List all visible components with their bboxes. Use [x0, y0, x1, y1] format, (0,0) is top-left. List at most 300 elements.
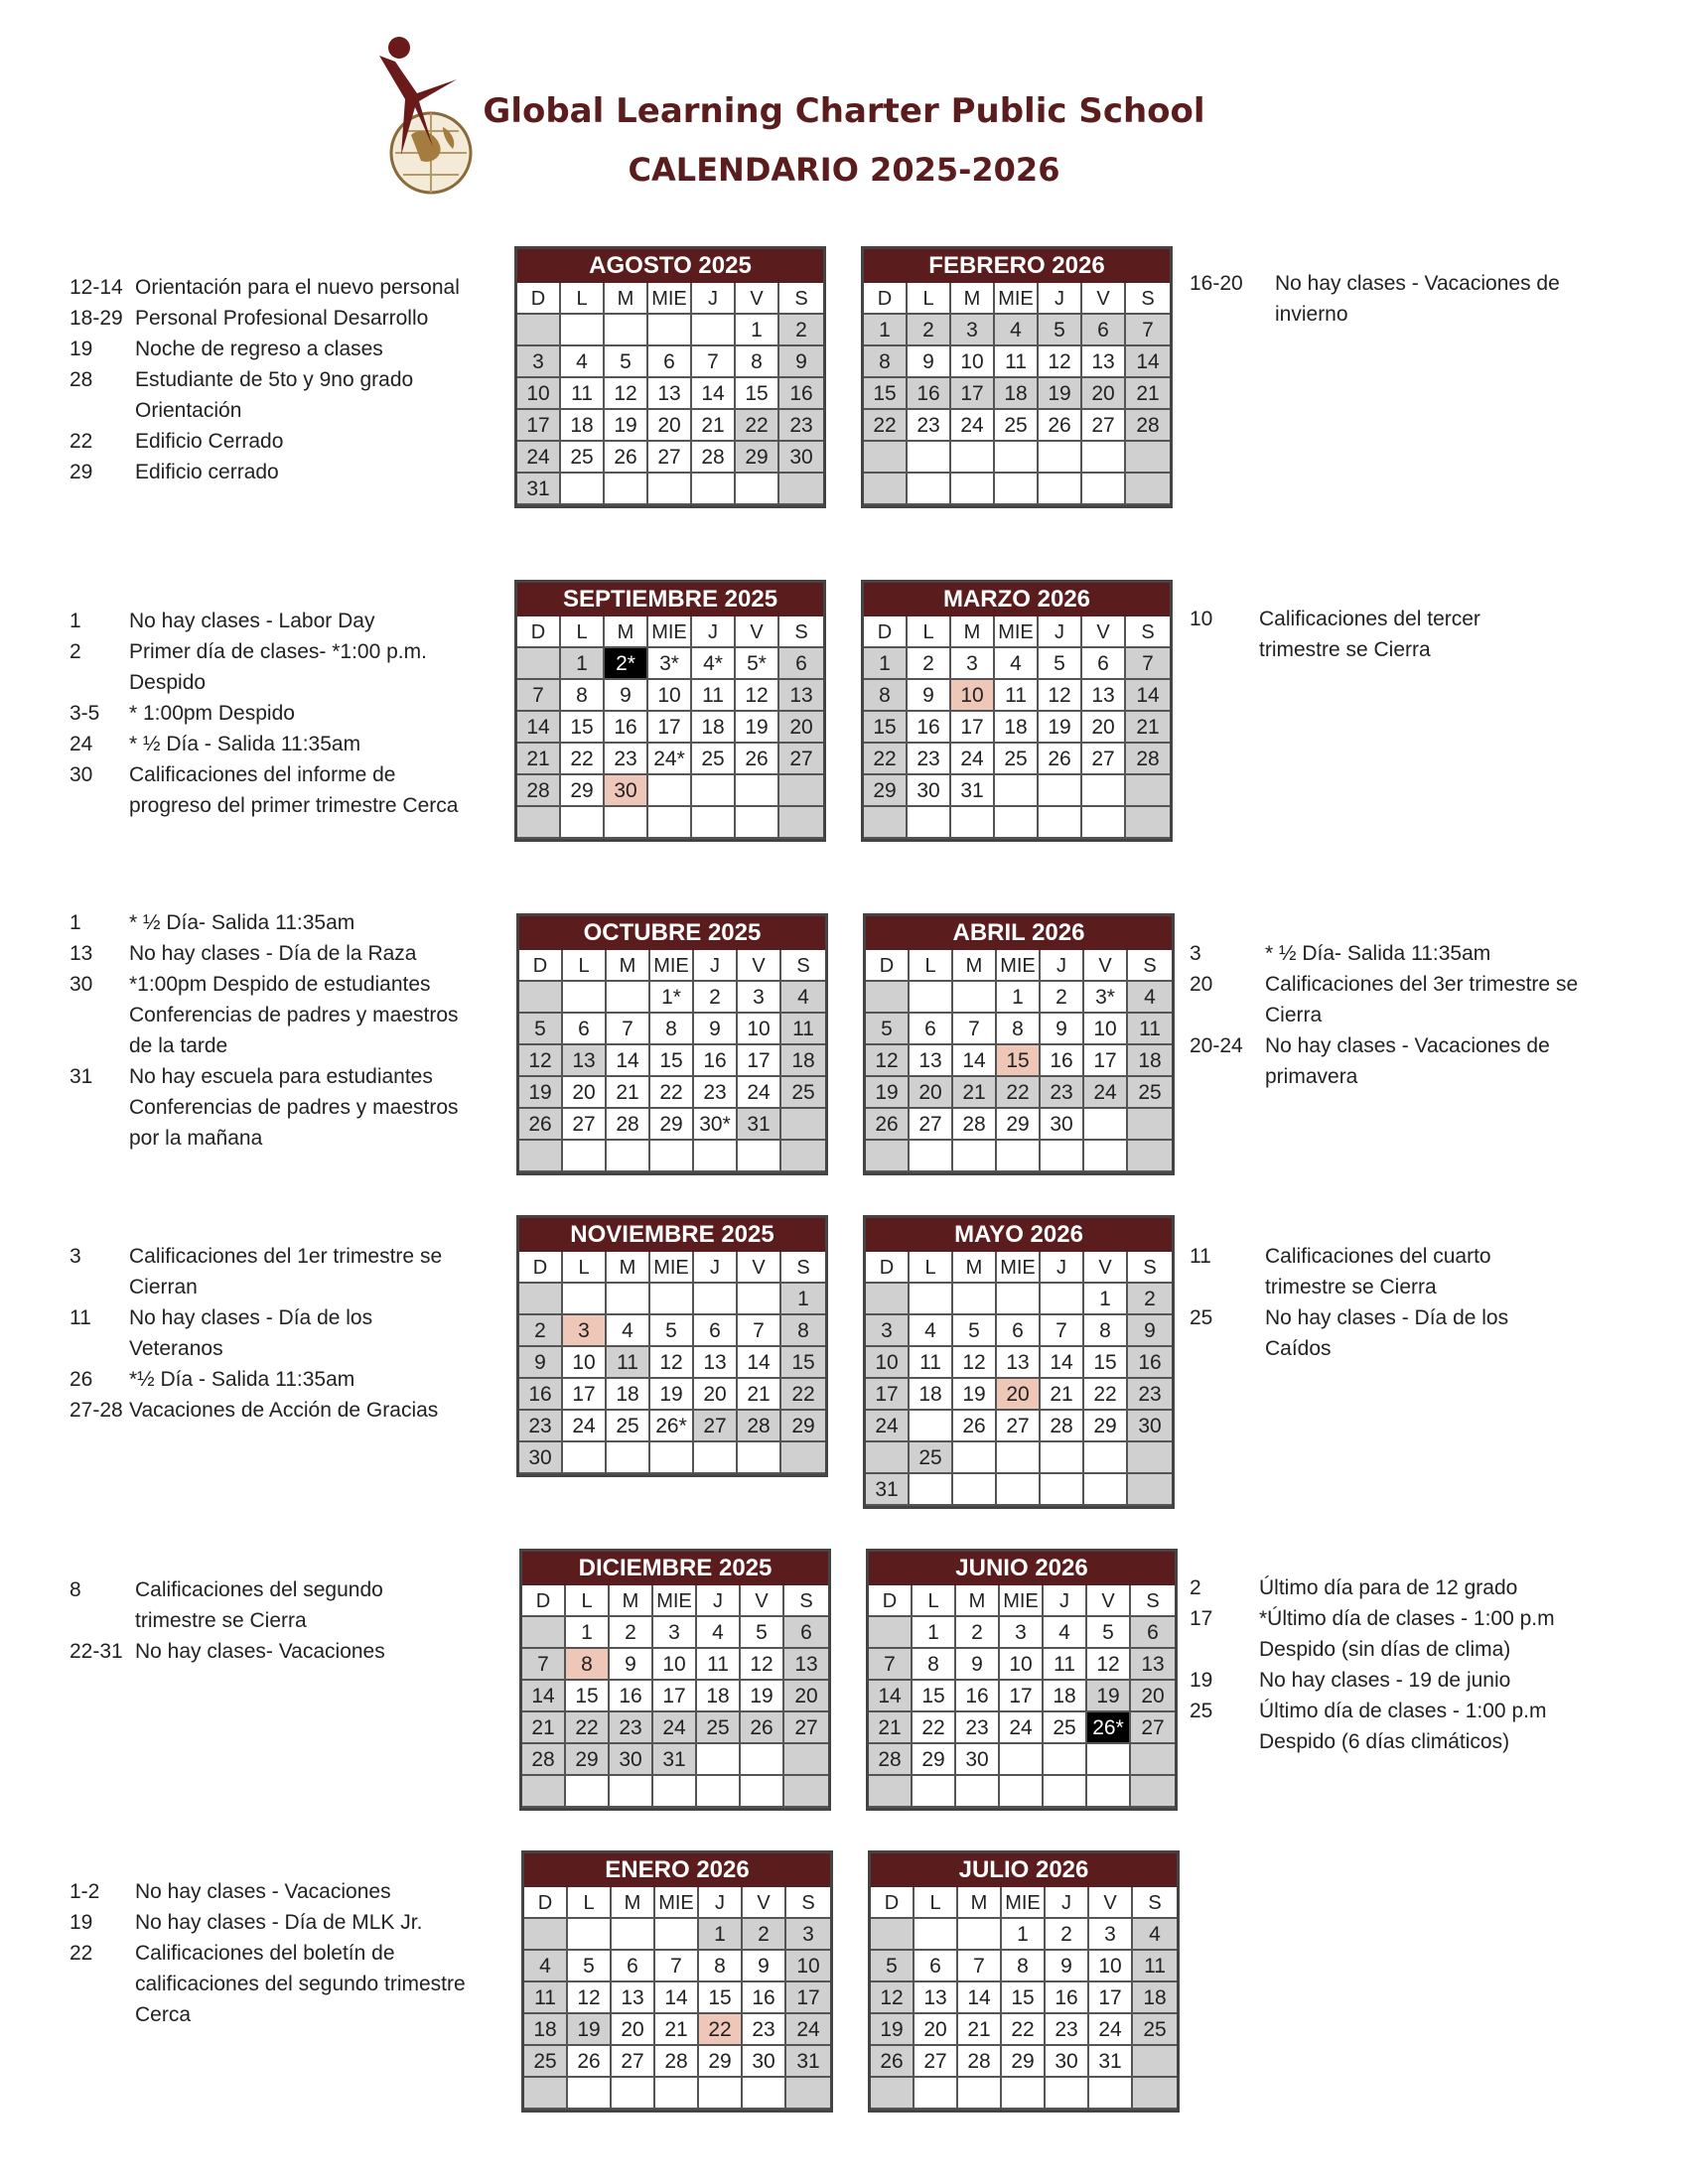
empty-cell [958, 2078, 1002, 2110]
weekday-header: J [1041, 950, 1084, 982]
day-cell: 19 [871, 2014, 914, 2046]
note-item [70, 1876, 467, 1907]
day-cell: 3 [517, 346, 561, 378]
day-cell: 5 [650, 1315, 694, 1347]
day-cell: 3* [1084, 982, 1128, 1014]
note-item [70, 969, 467, 1061]
day-cell: 13 [1082, 680, 1126, 712]
day-cell: 23 [694, 1077, 738, 1109]
day-cell: 1 [1002, 1919, 1046, 1951]
day-cell: 11 [1128, 1014, 1172, 1045]
day-cell: 27 [784, 1712, 828, 1744]
note-item [1190, 1696, 1607, 1757]
weekday-header: L [908, 283, 951, 315]
weekday-header: S [1126, 616, 1170, 648]
day-cell: 22 [864, 410, 908, 442]
day-cell: 13 [694, 1347, 738, 1379]
weekday-header: MIE [995, 283, 1039, 315]
empty-cell [650, 1284, 694, 1315]
weekday-header: J [1039, 283, 1082, 315]
day-cell: 6 [910, 1014, 953, 1045]
day-cell: 5 [866, 1014, 910, 1045]
empty-cell [864, 807, 908, 839]
day-cell: 21 [607, 1077, 650, 1109]
day-cell: 18 [1133, 1982, 1177, 2014]
note-date: 2 [1190, 1576, 1201, 1599]
empty-cell [524, 2078, 568, 2110]
weekday-header: S [1133, 1887, 1177, 1919]
empty-cell [1082, 807, 1126, 839]
day-cell: 2 [743, 1919, 786, 1951]
day-cell: 12 [605, 378, 648, 410]
note-item [70, 938, 467, 969]
day-cell: 4 [561, 346, 605, 378]
weekday-header: J [692, 616, 736, 648]
day-cell: 12 [1039, 680, 1082, 712]
empty-cell [910, 1474, 953, 1506]
note-date: 30 [70, 973, 93, 996]
note-text: * ½ Día - Salida 11:35am [129, 733, 361, 755]
day-cell: 21 [869, 1712, 913, 1744]
day-cell: 8 [864, 680, 908, 712]
day-cell: 13 [784, 1649, 828, 1681]
empty-cell [1131, 1776, 1175, 1808]
empty-cell [650, 1442, 694, 1474]
day-cell: 16 [1046, 1982, 1089, 2014]
month-title: NOVIEMBRE 2025 [519, 1218, 825, 1252]
note-item [1190, 1302, 1567, 1364]
day-cell: 26* [1087, 1712, 1131, 1744]
empty-cell [605, 315, 648, 346]
day-cell: 25 [910, 1442, 953, 1474]
day-cell: 17 [1089, 1982, 1133, 2014]
note-date: 24 [70, 733, 93, 755]
day-cell: 1 [997, 982, 1041, 1014]
empty-cell [866, 1442, 910, 1474]
empty-cell [1087, 1776, 1131, 1808]
day-cell: 7 [1126, 315, 1170, 346]
day-cell: 16 [743, 1982, 786, 2014]
empty-cell [519, 1141, 563, 1172]
day-cell: 15 [781, 1347, 825, 1379]
day-cell: 10 [517, 378, 561, 410]
day-cell: 18 [995, 378, 1039, 410]
day-cell: 19 [519, 1077, 563, 1109]
day-cell: 23 [908, 744, 951, 775]
day-cell: 15 [913, 1681, 956, 1712]
day-cell: 23 [610, 1712, 653, 1744]
day-cell: 13 [910, 1045, 953, 1077]
weekday-header: D [864, 283, 908, 315]
day-cell: 15 [1084, 1347, 1128, 1379]
day-cell: 31 [517, 474, 561, 505]
empty-cell [1089, 2078, 1133, 2110]
note-text: No hay clases - Vacaciones de primavera [1265, 1034, 1550, 1088]
weekday-header: V [1084, 1252, 1128, 1284]
weekday-header: V [738, 950, 781, 982]
day-cell: 2 [519, 1315, 563, 1347]
day-cell: 23 [1041, 1077, 1084, 1109]
day-cell: 24 [738, 1077, 781, 1109]
day-cell: 6 [694, 1315, 738, 1347]
note-item [70, 303, 467, 334]
day-cell: 27 [612, 2046, 655, 2078]
day-cell: 31 [951, 775, 995, 807]
notes-left [70, 1241, 467, 1426]
day-cell: 16 [908, 712, 951, 744]
day-cell: 21 [655, 2014, 699, 2046]
weekday-header: J [699, 1887, 743, 1919]
day-cell: 15 [699, 1982, 743, 2014]
weekday-header: S [779, 283, 823, 315]
day-cell: 7 [738, 1315, 781, 1347]
empty-cell [951, 807, 995, 839]
day-cell: 23 [519, 1411, 563, 1442]
note-date: 28 [70, 368, 93, 391]
note-date: 19 [70, 1911, 93, 1934]
note-text: *1:00pm Despido de estudiantes Conferencias de padres y maestros de la tarde [129, 973, 459, 1057]
day-cell: 24 [1084, 1077, 1128, 1109]
day-cell: 25 [995, 744, 1039, 775]
day-cell: 4 [1133, 1919, 1177, 1951]
day-cell: 15 [1002, 1982, 1046, 2014]
weekday-header: D [519, 950, 563, 982]
weekday-header: L [568, 1887, 612, 1919]
day-cell: 12 [650, 1347, 694, 1379]
day-cell: 12 [866, 1045, 910, 1077]
empty-cell [779, 807, 823, 839]
weekday-header: V [1089, 1887, 1133, 1919]
day-cell: 25 [697, 1712, 741, 1744]
day-cell: 5 [953, 1315, 997, 1347]
day-cell: 16 [908, 378, 951, 410]
day-cell: 23 [908, 410, 951, 442]
day-cell: 1 [781, 1284, 825, 1315]
day-cell: 1 [699, 1919, 743, 1951]
note-date: 10 [1190, 608, 1213, 630]
day-cell: 26 [1039, 744, 1082, 775]
day-cell: 28 [738, 1411, 781, 1442]
weekday-header: D [524, 1887, 568, 1919]
day-cell: 9 [779, 346, 823, 378]
day-cell: 1 [864, 315, 908, 346]
day-cell: 4 [995, 315, 1039, 346]
weekday-header: V [1082, 283, 1126, 315]
day-cell: 12 [871, 1982, 914, 2014]
day-cell: 4 [1128, 982, 1172, 1014]
day-cell: 2 [1046, 1919, 1089, 1951]
school-title: Global Learning Charter Public School [483, 91, 1205, 131]
day-cell: 10 [648, 680, 692, 712]
day-cell: 15 [864, 712, 908, 744]
empty-cell [910, 1141, 953, 1172]
weekday-header: L [910, 1252, 953, 1284]
day-cell: 7 [1126, 648, 1170, 680]
empty-cell [997, 1284, 1041, 1315]
empty-cell [779, 474, 823, 505]
note-date: 29 [70, 461, 93, 483]
empty-cell [951, 474, 995, 505]
day-cell: 29 [913, 1744, 956, 1776]
day-cell: 7 [607, 1014, 650, 1045]
day-cell: 13 [648, 378, 692, 410]
day-cell: 16 [1128, 1347, 1172, 1379]
day-cell: 10 [786, 1951, 830, 1982]
note-text: * ½ Día- Salida 11:35am [1265, 942, 1491, 965]
month-title: AGOSTO 2025 [517, 249, 823, 283]
day-cell: 17 [738, 1045, 781, 1077]
day-cell: 16 [605, 712, 648, 744]
weekday-header: L [561, 616, 605, 648]
note-date: 26 [70, 1368, 93, 1391]
note-text: Calificaciones del 3er trimestre se Cierra [1265, 973, 1579, 1026]
day-cell: 26 [519, 1109, 563, 1141]
empty-cell [563, 1442, 607, 1474]
weekday-header: M [958, 1887, 1002, 1919]
note-text: No hay clases - 19 de junio [1259, 1669, 1511, 1692]
calendar-octubre-2025 [516, 913, 828, 1175]
day-cell: 27 [648, 442, 692, 474]
note-text: * ½ Día- Salida 11:35am [129, 911, 355, 934]
day-cell: 20 [997, 1379, 1041, 1411]
day-cell: 3 [1000, 1617, 1044, 1649]
weekday-header: V [741, 1585, 784, 1617]
note-item [70, 1938, 467, 2030]
note-item [70, 364, 467, 426]
day-cell: 19 [1039, 378, 1082, 410]
day-cell: 14 [1126, 346, 1170, 378]
day-cell: 14 [692, 378, 736, 410]
note-text: Noche de regreso a clases [135, 338, 383, 360]
day-cell: 14 [655, 1982, 699, 2014]
day-cell: 26 [568, 2046, 612, 2078]
note-text: Primer día de clases- *1:00 p.m. Despido [129, 640, 427, 694]
note-text: Edificio cerrado [135, 461, 279, 483]
day-cell: 2 [610, 1617, 653, 1649]
empty-cell [953, 1442, 997, 1474]
day-cell: 25 [692, 744, 736, 775]
note-text: No hay clases - Vacaciones de invierno [1275, 272, 1560, 326]
weekday-header: V [1082, 616, 1126, 648]
day-cell: 10 [866, 1347, 910, 1379]
day-cell: 12 [953, 1347, 997, 1379]
day-cell: 14 [958, 1982, 1002, 2014]
weekday-header: M [953, 950, 997, 982]
note-date: 3-5 [70, 702, 100, 725]
day-cell: 17 [1084, 1045, 1128, 1077]
empty-cell [736, 775, 779, 807]
empty-cell [1126, 775, 1170, 807]
day-cell: 8 [566, 1649, 610, 1681]
empty-cell [871, 1919, 914, 1951]
weekday-header: L [563, 1252, 607, 1284]
calendar-marzo-2026 [861, 580, 1173, 842]
weekday-header: MIE [995, 616, 1039, 648]
day-cell: 6 [997, 1315, 1041, 1347]
note-text: No hay clases - Labor Day [129, 610, 375, 632]
day-cell: 31 [786, 2046, 830, 2078]
day-cell: 2 [779, 315, 823, 346]
empty-cell [784, 1776, 828, 1808]
day-cell: 1 [736, 315, 779, 346]
day-cell: 15 [561, 712, 605, 744]
day-cell: 28 [1126, 744, 1170, 775]
empty-cell [655, 1919, 699, 1951]
day-cell: 2* [605, 648, 648, 680]
note-text: Último día para de 12 grado [1259, 1576, 1518, 1599]
calendar-title: CALENDARIO 2025-2026 [628, 151, 1060, 189]
empty-cell [522, 1617, 566, 1649]
day-cell: 6 [1131, 1617, 1175, 1649]
day-cell: 11 [524, 1982, 568, 2014]
notes-right [1190, 268, 1567, 330]
day-cell: 14 [517, 712, 561, 744]
weekday-header: V [1084, 950, 1128, 982]
weekday-header: S [1128, 1252, 1172, 1284]
note-item [70, 636, 467, 698]
weekday-header: M [605, 283, 648, 315]
weekday-header: MIE [653, 1585, 697, 1617]
day-cell: 6 [784, 1617, 828, 1649]
day-cell: 1 [561, 648, 605, 680]
weekday-header: M [612, 1887, 655, 1919]
day-cell: 21 [522, 1712, 566, 1744]
note-date: 1-2 [70, 1880, 100, 1903]
empty-cell [1082, 474, 1126, 505]
day-cell: 28 [958, 2046, 1002, 2078]
weekday-header: MIE [1000, 1585, 1044, 1617]
note-item [70, 457, 467, 487]
empty-cell [612, 2078, 655, 2110]
empty-cell [1041, 1284, 1084, 1315]
weekday-header: M [956, 1585, 1000, 1617]
day-cell: 17 [786, 1982, 830, 2014]
day-cell: 27 [779, 744, 823, 775]
day-cell: 3 [866, 1315, 910, 1347]
day-cell: 9 [694, 1014, 738, 1045]
day-cell: 24 [786, 2014, 830, 2046]
note-date: 22-31 [70, 1640, 123, 1663]
day-cell: 7 [517, 680, 561, 712]
note-text: No hay clases - Día de MLK Jr. [135, 1911, 423, 1934]
empty-cell [517, 807, 561, 839]
note-date: 25 [1190, 1700, 1213, 1722]
note-item [70, 729, 467, 759]
day-cell: 9 [605, 680, 648, 712]
empty-cell [866, 982, 910, 1014]
day-cell: 20 [1082, 378, 1126, 410]
day-cell: 18 [697, 1681, 741, 1712]
empty-cell [519, 982, 563, 1014]
day-cell: 3 [653, 1617, 697, 1649]
day-cell: 4 [1044, 1617, 1087, 1649]
day-cell: 17 [951, 712, 995, 744]
empty-cell [1082, 442, 1126, 474]
day-cell: 22 [1084, 1379, 1128, 1411]
weekday-header: M [607, 1252, 650, 1284]
day-cell: 6 [1082, 315, 1126, 346]
empty-cell [910, 982, 953, 1014]
empty-cell [566, 1776, 610, 1808]
day-cell: 28 [869, 1744, 913, 1776]
day-cell: 30 [956, 1744, 1000, 1776]
month-title: ABRIL 2026 [866, 916, 1172, 950]
empty-cell [648, 474, 692, 505]
day-cell: 30 [779, 442, 823, 474]
weekday-header: V [1087, 1585, 1131, 1617]
note-text: Calificaciones del 1er trimestre se Cierran [129, 1245, 443, 1298]
empty-cell [610, 1776, 653, 1808]
day-cell: 4 [910, 1315, 953, 1347]
day-cell: 11 [561, 378, 605, 410]
day-cell: 23 [779, 410, 823, 442]
empty-cell [997, 1442, 1041, 1474]
empty-cell [1044, 1776, 1087, 1808]
day-cell: 10 [951, 680, 995, 712]
day-cell: 12 [741, 1649, 784, 1681]
empty-cell [741, 1776, 784, 1808]
note-date: 11 [70, 1306, 91, 1329]
empty-cell [517, 648, 561, 680]
empty-cell [908, 807, 951, 839]
note-item [1190, 1603, 1607, 1665]
empty-cell [869, 1776, 913, 1808]
empty-cell [1082, 775, 1126, 807]
day-cell: 31 [866, 1474, 910, 1506]
empty-cell [1128, 1109, 1172, 1141]
day-cell: 24 [563, 1411, 607, 1442]
day-cell: 4 [697, 1617, 741, 1649]
day-cell: 24 [1089, 2014, 1133, 2046]
day-cell: 3 [1089, 1919, 1133, 1951]
day-cell: 26 [1039, 410, 1082, 442]
note-date: 20 [1190, 973, 1213, 996]
weekday-header: D [522, 1585, 566, 1617]
day-cell: 13 [1082, 346, 1126, 378]
note-item [70, 272, 467, 303]
weekday-header: M [607, 950, 650, 982]
day-cell: 9 [1046, 1951, 1089, 1982]
empty-cell [908, 474, 951, 505]
day-cell: 2 [956, 1617, 1000, 1649]
day-cell: 14 [738, 1347, 781, 1379]
day-cell: 1 [1084, 1284, 1128, 1315]
day-cell: 22 [561, 744, 605, 775]
weekday-header: MIE [997, 950, 1041, 982]
day-cell: 14 [607, 1045, 650, 1077]
day-cell: 24 [517, 442, 561, 474]
day-cell: 29 [781, 1411, 825, 1442]
day-cell: 31 [738, 1109, 781, 1141]
empty-cell [694, 1141, 738, 1172]
day-cell: 6 [563, 1014, 607, 1045]
empty-cell [913, 1776, 956, 1808]
weekday-header: D [517, 283, 561, 315]
day-cell: 11 [995, 680, 1039, 712]
day-cell: 21 [692, 410, 736, 442]
day-cell: 19 [1087, 1681, 1131, 1712]
day-cell: 15 [736, 378, 779, 410]
day-cell: 18 [692, 712, 736, 744]
day-cell: 28 [517, 775, 561, 807]
empty-cell [1084, 1109, 1128, 1141]
day-cell: 23 [1128, 1379, 1172, 1411]
day-cell: 10 [1000, 1649, 1044, 1681]
empty-cell [1126, 442, 1170, 474]
note-item [70, 606, 467, 636]
empty-cell [697, 1744, 741, 1776]
note-text: Orientación para el nuevo personal [135, 276, 460, 299]
